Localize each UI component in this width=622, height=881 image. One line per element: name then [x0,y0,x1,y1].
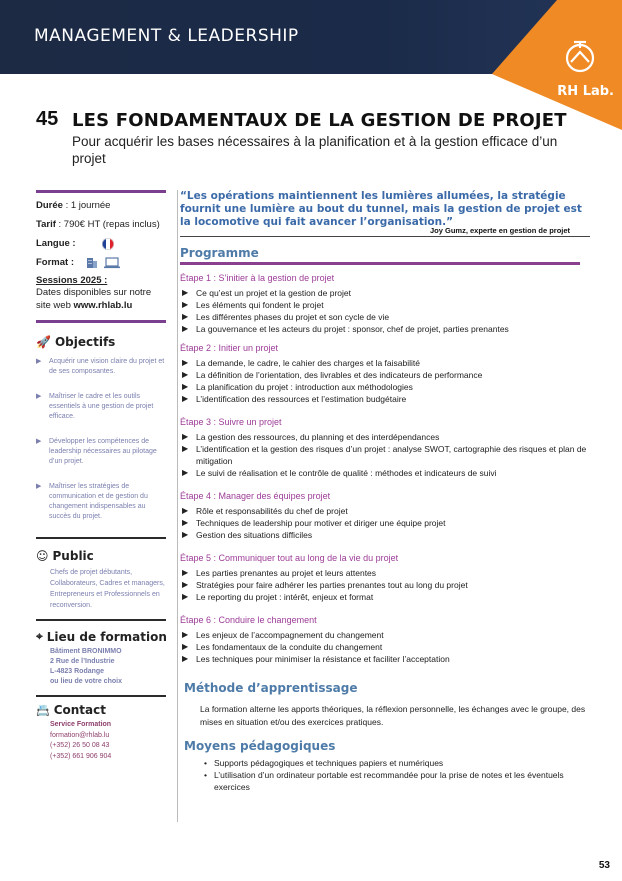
list-item: • L’utilisation d’un ordinateur portable est recommandée pour la prise de notes et les éventuels exercices [204,769,590,793]
list-item: ▶ Les enjeux de l’accompagnement du changement [180,629,590,641]
format-label: Format : [36,257,74,268]
contact-title: Contact [53,703,106,717]
arrow-icon: ▶ [36,438,42,445]
objectifs-list [36,357,168,522]
french-flag-icon [102,238,114,250]
list-item: ▶ Techniques de leadership pour motiver et diriger une équipe projet [180,517,590,529]
divider [36,537,166,539]
list-item: ▶ Gestion des situations difficiles [180,529,590,541]
list-item: • Supports pédagogiques et techniques papiers et numériques [204,757,590,769]
stage-title: Étape 3 : Suivre un projet [180,417,282,427]
tarif-label: Tarif [36,219,56,230]
list-item: ▶ Acquérir une vision claire du projet et de ses composantes. [36,358,165,375]
column-divider [177,190,178,822]
langue-label: Langue : [36,238,76,249]
list-item: ▶ La définition de l’orientation, des livrables et des indicateurs de performance [180,369,590,381]
course-number: 45 [36,108,59,130]
lieu-address: Bâtiment BRONIMMO 2 Rue de l’Industrie L-4823 Rodange ou lieu de votre choix [50,648,122,685]
list-item: ▶ La gouvernance et les acteurs du projet : sponsor, chef de projet, parties prenantes [180,323,590,335]
format-row [36,256,168,269]
duree-value: : 1 journée [62,200,111,211]
stage-title: Étape 5 : Communiquer tout au long de la vie du projet [180,553,399,563]
list-item: ▶ Les éléments qui fondent le projet [180,299,590,311]
list-item: ▶ Les techniques pour minimiser la résistance et faciliter l’acceptation [180,653,590,665]
stage-title: Étape 4 : Manager des équipes projet [180,491,331,501]
list-item: ▶ La gestion des ressources, du planning et des interdépendances [180,431,590,443]
list-item: ▶ Développer les compétences de leadership nécessaires au pilotage d’un projet. [36,438,157,465]
stage-list [180,431,590,479]
public-heading [36,549,168,563]
sessions-text [36,286,168,312]
info-sidebar [36,190,168,762]
list-item: ▶ Maîtriser les stratégies de communication et de gestion du changement indispensables au succès du projet. [36,483,148,520]
list-item: ▶ L’identification des ressources et l’estimation budgétaire [180,393,590,405]
moyens-list [180,757,590,793]
arrow-icon: ▶ [36,483,42,490]
course-subtitle: Pour acquérir les bases nécessaires à la planification et à la gestion efficace d’un projet [72,134,558,166]
quote-text: “Les opérations maintiennent les lumières allumées, la stratégie fournit une lumière au bout du tunnel, mais la gestion de projet est la locomotive qui fait avancer l’organisation.” [180,190,582,228]
main-content [180,190,590,792]
rocket-icon: 🚀 [36,335,51,349]
list-item: ▶ Le suivi de réalisation et le contrôle de qualité : méthodes et indicateurs de suivi [180,467,590,479]
audience-icon: ☺ [36,549,49,563]
duree-label: Durée [36,200,63,211]
divider [36,695,166,697]
quote-author: Joy Gumz, experte en gestion de projet [430,226,571,235]
list-item: ▶ L’identification et la gestion des risques d’un projet : analyse SWOT, cartographie des risques et plan de mitigation [180,443,590,467]
website-link[interactable]: www.rhlab.lu [73,300,133,311]
list-item: ▶ Maîtriser le cadre et les outils essentiels à une gestion de projet efficace. [36,393,154,420]
objectifs-heading [36,335,168,349]
public-text: Chefs de projet débutants, Collaborateurs, Cadres et managers, Entrepreneurs et Professionnels en reconversion. [50,569,165,609]
contact-card-icon: 📇 [36,703,50,717]
programme-section [180,246,590,793]
divider [180,262,580,265]
sessions-label: Sessions 2025 : [36,275,108,286]
tarif-row [36,218,168,231]
arrow-icon: ▶ [36,358,42,365]
public-title: Public [52,549,94,563]
phone-link[interactable]: (+352) 26 50 08 43 [50,742,110,749]
moyens-heading: Moyens pédagogiques [184,739,336,753]
sessions-desc: Dates disponibles sur notre site web [36,287,152,311]
divider [180,236,590,237]
stage-title: Étape 1 : S’initier à la gestion de projet [180,273,335,283]
lieu-heading [36,629,168,644]
list-item: ▶ Le reporting du projet : intérêt, enjeux et format [180,591,590,603]
building-icon [86,257,98,269]
page-number: 53 [598,860,610,871]
list-item: ▶ Stratégies pour faire adhérer les parties prenantes tout au long du projet [180,579,590,591]
stage-list [180,357,590,405]
contact-heading [36,703,168,717]
methode-text: La formation alterne les apports théoriques, la réflexion personnelle, les échanges avec le groupe, des mises en situation et/ou des exercices pratiques. [200,704,586,727]
contact-details: Service Formation formation@rhlab.lu (+352) 26 50 08 43 (+352) 661 906 904 [36,720,168,762]
langue-row [36,237,168,250]
methode-heading: Méthode d’apprentissage [184,681,358,695]
logo-text: RH Lab. [557,84,614,99]
phone-link[interactable]: (+352) 661 906 904 [50,752,112,760]
section-title: MANAGEMENT & LEADERSHIP [34,26,299,46]
list-item: ▶ La demande, le cadre, le cahier des charges et la faisabilité [180,357,590,369]
list-item: ▶ Les fondamentaux de la conduite du changement [180,641,590,653]
list-item: ▶ Rôle et responsabilités du chef de projet [180,505,590,517]
list-item: ▶ Ce qu’est un projet et la gestion de projet [180,287,590,299]
divider [36,320,166,323]
stage-list [180,505,590,541]
divider [36,619,166,621]
stage-title: Étape 6 : Conduire le changement [180,615,317,625]
course-title: LES FONDAMENTAUX DE LA GESTION DE PROJET [72,110,567,131]
divider [36,190,166,193]
email-link[interactable]: formation@rhlab.lu [50,731,110,739]
stage-list [180,567,590,603]
location-pin-icon: ⌖ [36,629,43,643]
list-item: ▶ Les parties prenantes au projet et leurs attentes [180,567,590,579]
list-item: ▶ La planification du projet : introduction aux méthodologies [180,381,590,393]
objectifs-title: Objectifs [54,335,116,349]
duree-row [36,199,168,212]
arrow-icon: ▶ [36,393,42,400]
lieu-title: Lieu de formation [46,629,167,644]
list-item: ▶ Les différentes phases du projet et son cycle de vie [180,311,590,323]
laptop-icon [104,257,120,269]
sessions-block [36,275,168,312]
tarif-value: : 790€ HT (repas inclus) [55,219,160,230]
stage-title: Étape 2 : Initier un projet [180,343,279,353]
programme-heading: Programme [180,246,259,260]
stage-list [180,629,590,665]
stage-list [180,287,590,335]
